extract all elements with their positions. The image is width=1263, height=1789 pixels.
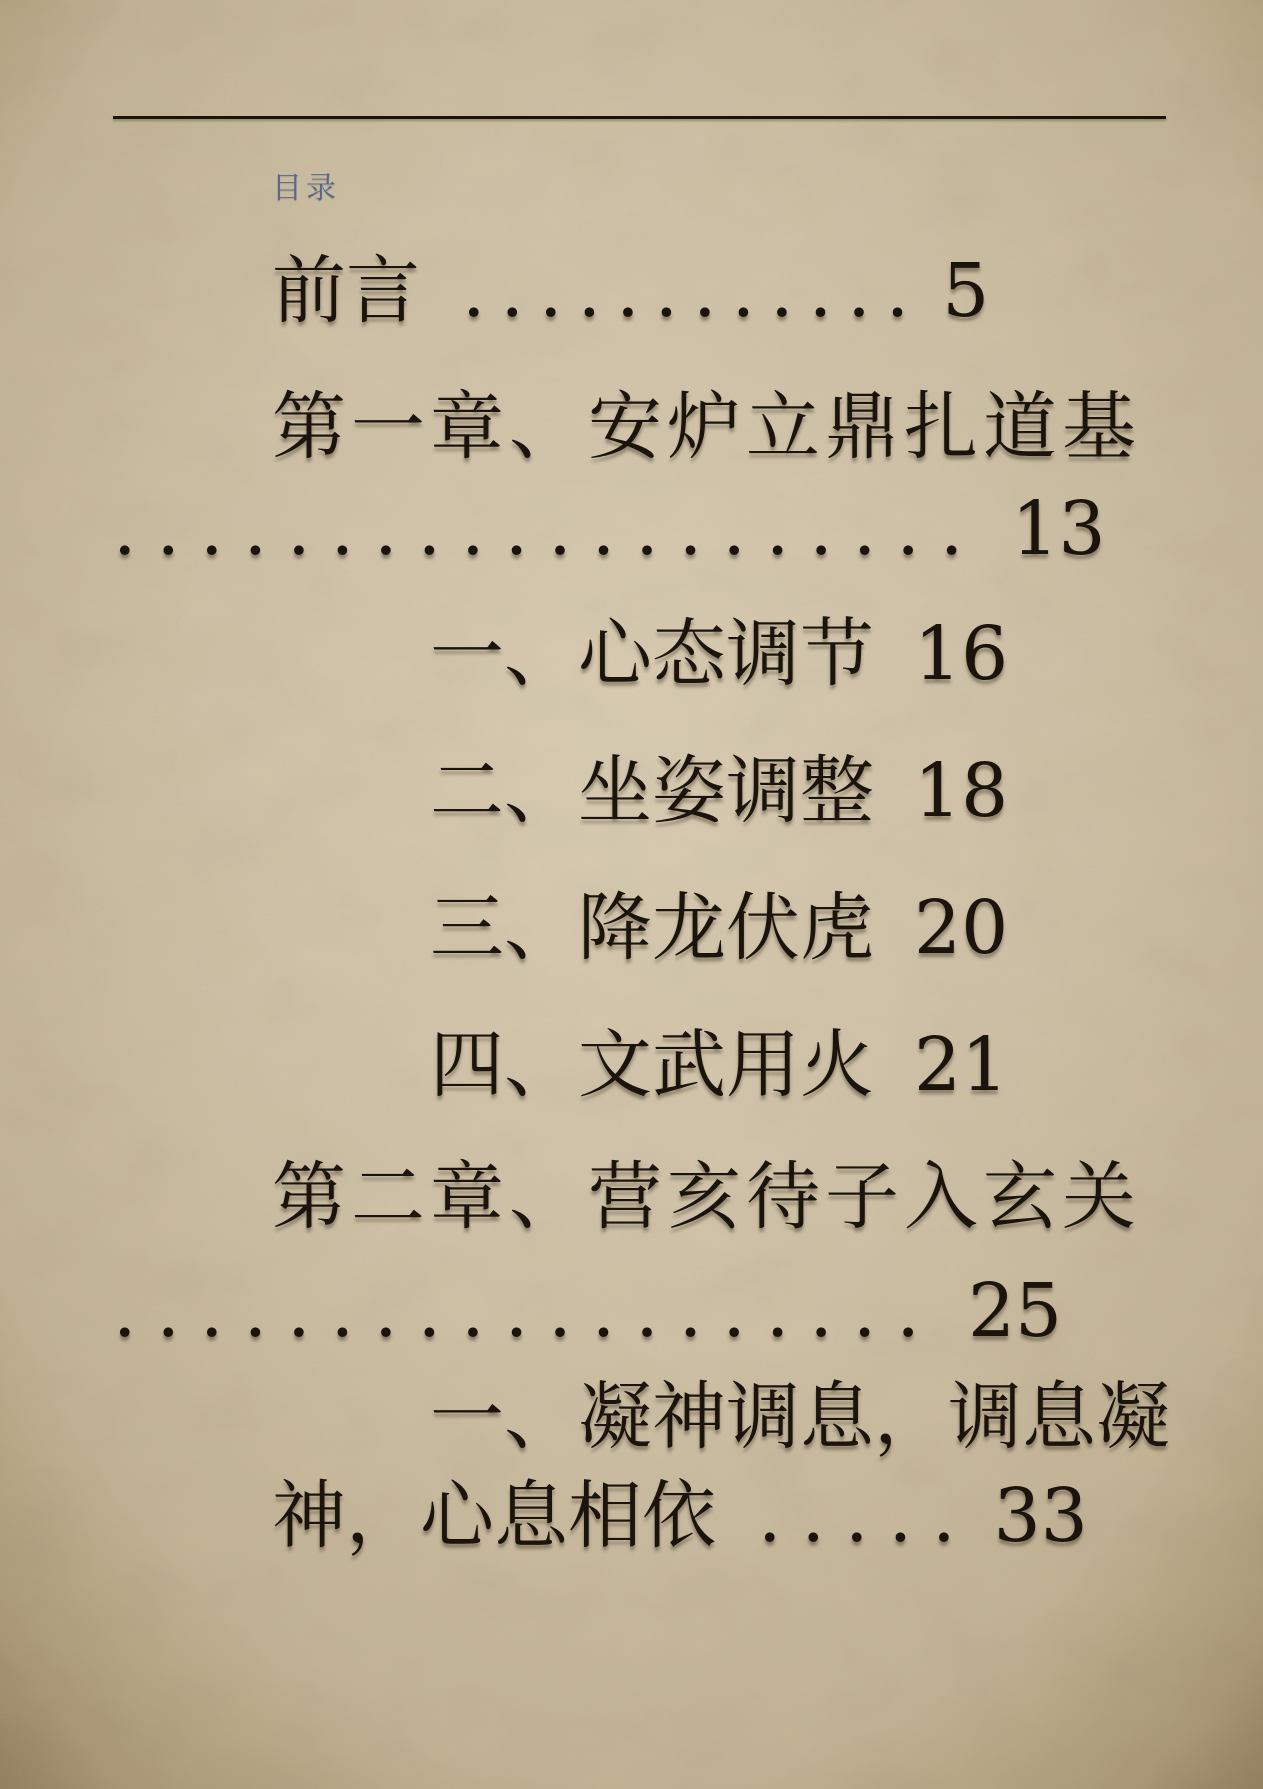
top-rule-divider (113, 116, 1166, 119)
toc-entry-preface[interactable] (272, 248, 990, 334)
toc-entry-chapter-1-title[interactable] (272, 384, 1141, 470)
toc-entry-section-5-line-2[interactable] (272, 1473, 1088, 1559)
page-number: 21 (914, 1022, 1009, 1108)
leader-dots: .................... (113, 486, 984, 572)
toc-entry-section-2[interactable] (430, 748, 1009, 834)
page-number: 25 (967, 1268, 1063, 1354)
page-number: 13 (1011, 486, 1106, 572)
toc-entry-chapter-2-title[interactable] (272, 1154, 1141, 1240)
entry-title: 三、降龙伏虎 (430, 885, 874, 971)
toc-entry-section-1[interactable] (430, 611, 1009, 697)
entry-title: 四、文武用火 (430, 1022, 874, 1108)
toc-label: 目录 (272, 171, 340, 206)
entry-title: 第一章、安炉立鼎扎道基 (272, 384, 1141, 470)
entry-title: 第二章、营亥待子入玄关 (272, 1154, 1141, 1240)
entry-title: 一、心态调节 (430, 611, 874, 697)
entry-title: 神，心息相依 (272, 1473, 716, 1559)
toc-entry-section-4[interactable] (430, 1022, 1009, 1108)
page-number: 18 (914, 748, 1009, 834)
toc-entry-chapter-1-leader[interactable] (113, 486, 1106, 572)
toc-entry-section-3[interactable] (430, 885, 1009, 971)
page-number: 33 (993, 1473, 1088, 1559)
entry-title: 前言 (272, 248, 420, 334)
leader-dots: ................... (113, 1268, 940, 1354)
leader-dots: ..... (758, 1473, 976, 1559)
entry-title: 二、坐姿调整 (430, 748, 874, 834)
page-number: 20 (914, 885, 1009, 971)
page-number: 5 (942, 248, 990, 334)
page-number: 16 (914, 611, 1009, 697)
leader-dots: ............ (462, 248, 925, 334)
toc-entry-section-5-line-1[interactable] (430, 1374, 1170, 1460)
entry-title: 一、凝神调息，调息凝 (430, 1374, 1170, 1460)
toc-entry-chapter-2-leader[interactable] (113, 1268, 1063, 1354)
